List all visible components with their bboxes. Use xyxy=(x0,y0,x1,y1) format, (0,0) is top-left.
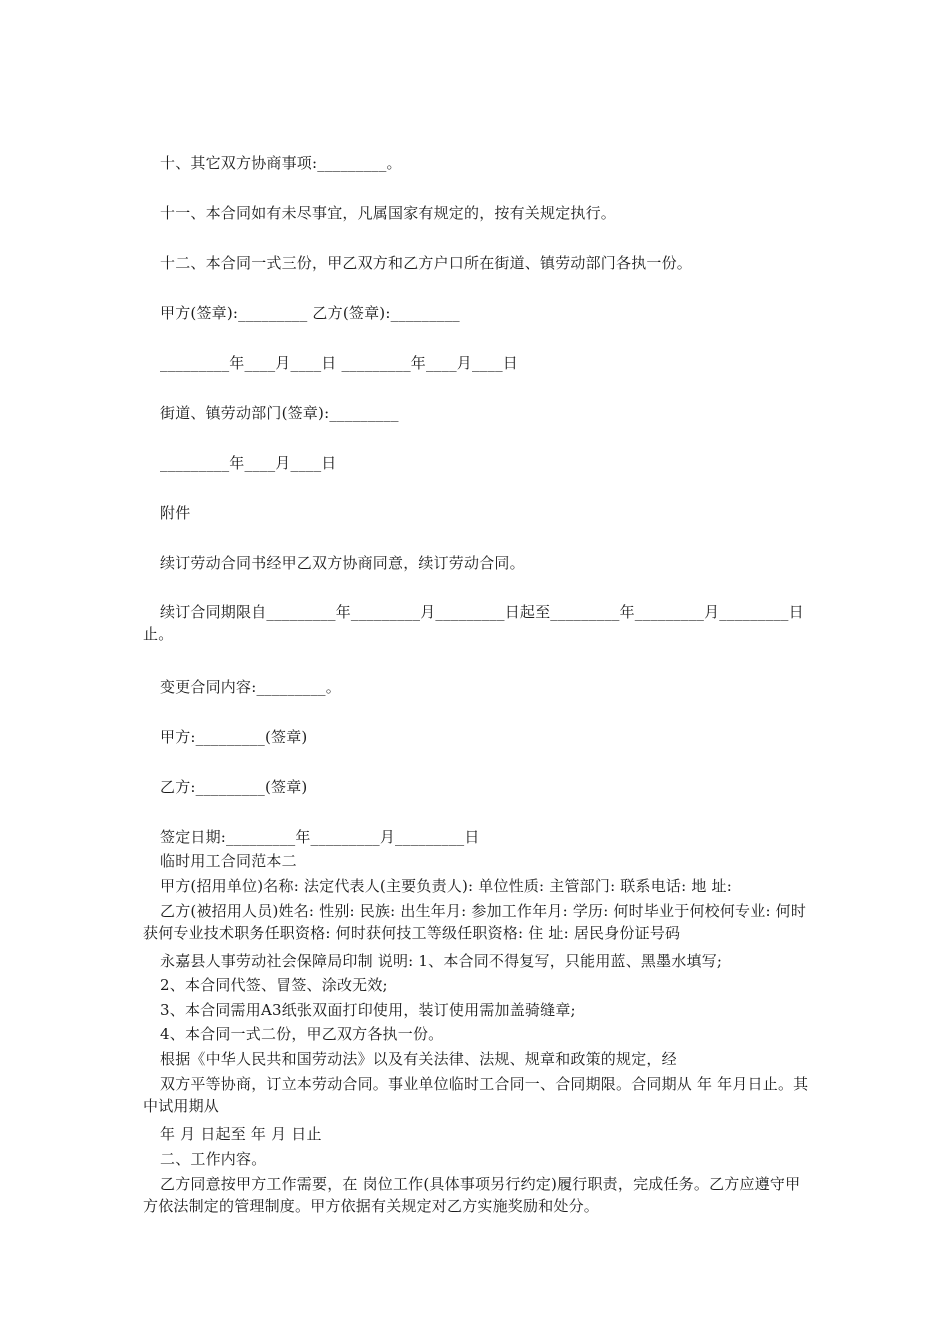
signature-dates: _________年____月____日 _________年____月____日 xyxy=(160,354,518,372)
labor-dept-signature: 街道、镇劳动部门(签章):_________ xyxy=(160,404,399,422)
notes-line-1: 永嘉县人事劳动社会保障局印制 说明: 1、本合同不得复写，只能用蓝、黑墨水填写; xyxy=(160,952,723,970)
change-content: 变更合同内容:_________。 xyxy=(160,678,341,696)
notes-line-3: 3、本合同需用A3纸张双面打印使用，装订使用需加盖骑缝章; xyxy=(160,1001,576,1019)
renewal-statement: 续订劳动合同书经甲乙双方协商同意，续订劳动合同。 xyxy=(160,554,525,572)
party-signatures: 甲方(签章):_________ 乙方(签章):_________ xyxy=(160,304,460,322)
clause-10: 十、其它双方协商事项:_________。 xyxy=(160,154,402,172)
labor-dept-date: _________年____月____日 xyxy=(160,454,337,472)
appendix-heading: 附件 xyxy=(160,504,191,522)
party-a-info: 甲方(招用单位)名称: 法定代表人(主要负责人): 单位性质: 主管部门: 联系电话: 地 址: xyxy=(160,877,732,895)
party-b-info: 乙方(被招用人员)姓名: 性别: 民族: 出生年月: 参加工作年月: 学历: 何时毕业于何校何专业: 何时获何专业技术职务任职资格: 何时获何技工等级任职资格: 住 址: 居民身份证号码 xyxy=(143,902,807,942)
renewal-period: 续订合同期限自_________年_________月_________日起至_________年_________月_________日止。 xyxy=(143,603,804,643)
party-b-seal: 乙方:_________(签章) xyxy=(160,778,308,796)
contract-term: 双方平等协商，订立本劳动合同。事业单位临时工合同一、合同期限。合同期从 年 年月日止。其中试用期从 xyxy=(143,1075,809,1115)
clause-11: 十一、本合同如有未尽事宜，凡属国家有规定的，按有关规定执行。 xyxy=(160,204,617,222)
signing-date: 签定日期:_________年_________月_________日 xyxy=(160,828,480,846)
notes-line-4: 4、本合同一式二份，甲乙双方各执一份。 xyxy=(160,1025,444,1043)
notes-line-2: 2、本合同代签、冒签、涂改无效; xyxy=(160,976,388,994)
party-a-seal: 甲方:_________(签章) xyxy=(160,728,308,746)
clause-12: 十二、本合同一式三份，甲乙双方和乙方户口所在街道、镇劳动部门各执一份。 xyxy=(160,254,693,272)
template-two-title: 临时用工合同范本二 xyxy=(160,852,297,870)
work-content-heading: 二、工作内容。 xyxy=(160,1150,267,1168)
work-content-body: 乙方同意按甲方工作需要，在 岗位工作(具体事项另行约定)履行职责，完成任务。乙方应遵守甲方依法制定的管理制度。甲方依据有关规定对乙方实施奖励和处分。 xyxy=(143,1175,801,1215)
legal-basis: 根据《中华人民共和国劳动法》以及有关法律、法规、规章和政策的规定，经 xyxy=(160,1050,677,1068)
probation-period: 年 月 日起至 年 月 日止 xyxy=(160,1125,322,1143)
